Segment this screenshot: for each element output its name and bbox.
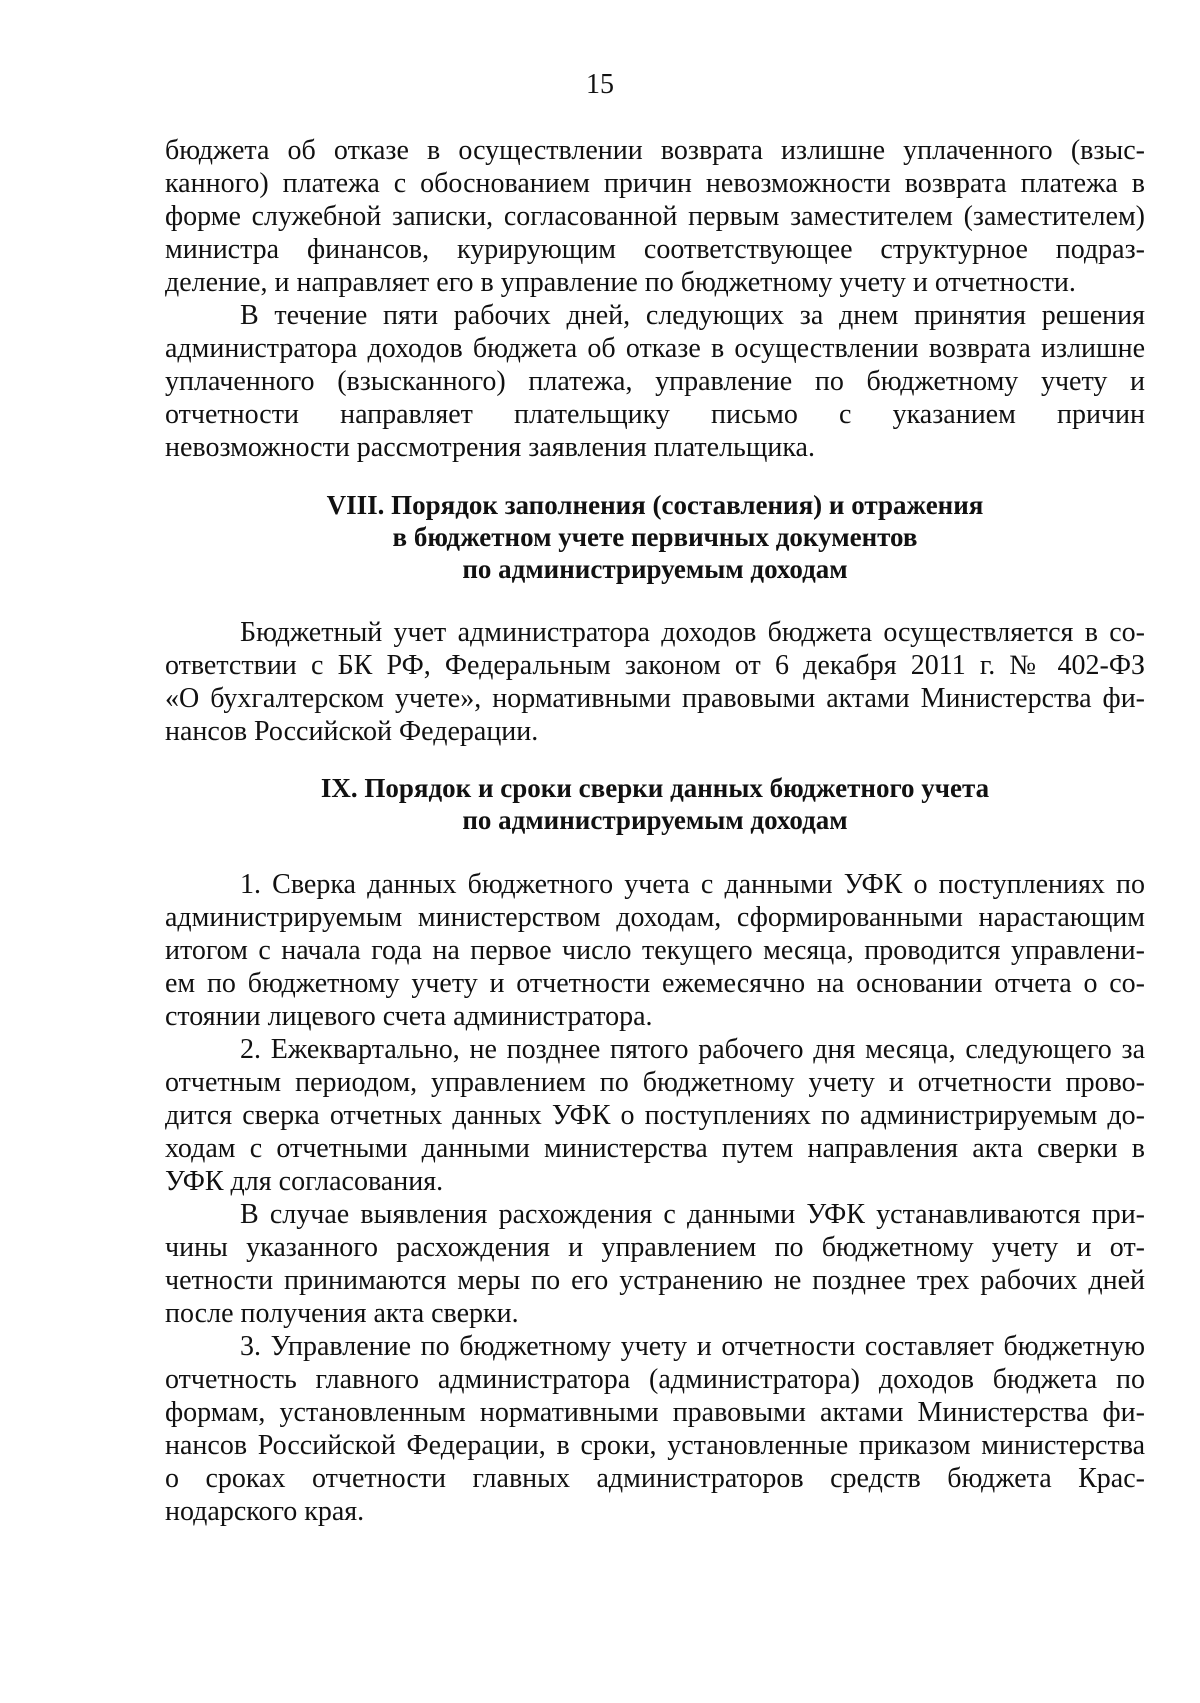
heading-line: VIII. Порядок заполнения (составления) и отражения bbox=[326, 490, 984, 520]
heading-line: по администрируемым доходам bbox=[462, 805, 848, 835]
paragraph-discrepancy bbox=[165, 1198, 1145, 1330]
text-line: администратора доходов бюджета об отказе в осуществлении возврата излишне bbox=[165, 333, 1145, 364]
paragraph-item-2 bbox=[165, 1033, 1145, 1198]
paragraph-item-1 bbox=[165, 868, 1145, 1033]
text-line: четности принимаются меры по его устранению не позднее трех рабочих дней bbox=[165, 1265, 1145, 1296]
text-line: нансов Российской Федерации. bbox=[165, 716, 539, 747]
text-line: чины указанного расхождения и управлением по бюджетному учету и от- bbox=[165, 1232, 1145, 1263]
section-heading-ix bbox=[165, 772, 1145, 836]
text-line: ходам с отчетными данными министерства путем направления акта сверки в bbox=[165, 1133, 1145, 1164]
text-line: В течение пяти рабочих дней, следующих за днем принятия решения bbox=[240, 300, 1145, 331]
text-line: 3. Управление по бюджетному учету и отчетности составляет бюджетную bbox=[240, 1331, 1145, 1362]
text-line: отчетным периодом, управлением по бюджетному учету и отчетности прово- bbox=[165, 1067, 1145, 1098]
text-line: 1. Сверка данных бюджетного учета с данными УФК о поступлениях по bbox=[240, 869, 1145, 900]
text-line: нодарского края. bbox=[165, 1496, 365, 1527]
text-line: УФК для согласования. bbox=[165, 1166, 444, 1197]
text-line: министра финансов, курирующим соответствующее структурное подраз- bbox=[165, 234, 1145, 265]
heading-line: по администрируемым доходам bbox=[462, 554, 848, 584]
text-line: отчетность главного администратора (администратора) доходов бюджета по bbox=[165, 1364, 1145, 1395]
heading-line: в бюджетном учете первичных документов bbox=[392, 522, 918, 552]
text-line: нансов Российской Федерации, в сроки, установленные приказом министерства bbox=[165, 1430, 1145, 1461]
paragraph-payer-letter bbox=[165, 299, 1145, 464]
text-line: отчетности направляет плательщику письмо с указанием причин bbox=[165, 399, 1145, 430]
text-line: формам, установленным нормативными правовыми актами Министерства фи- bbox=[165, 1397, 1145, 1428]
text-line: стоянии лицевого счета администратора. bbox=[165, 1001, 653, 1032]
text-line: деление, и направляет его в управление по бюджетному учету и отчетности. bbox=[165, 267, 1076, 298]
paragraph-item-3 bbox=[165, 1330, 1145, 1528]
page-number: 15 bbox=[586, 69, 614, 100]
paragraph-budget-accounting bbox=[165, 616, 1145, 748]
text-line: итогом с начала года на первое число текущего месяца, проводится управлени- bbox=[165, 935, 1145, 966]
heading-line: IX. Порядок и сроки сверки данных бюджетного учета bbox=[320, 773, 990, 803]
text-line: В случае выявления расхождения с данными УФК устанавливаются при- bbox=[240, 1199, 1145, 1230]
text-line: ем по бюджетному учету и отчетности ежемесячно на основании отчета о со- bbox=[165, 968, 1145, 999]
text-line: бюджета об отказе в осуществлении возврата излишне уплаченного (взыс- bbox=[165, 135, 1145, 166]
text-line: канного) платежа с обоснованием причин невозможности возврата платежа в bbox=[165, 168, 1145, 199]
text-line: после получения акта сверки. bbox=[165, 1298, 519, 1329]
text-line: 2. Ежеквартально, не позднее пятого рабочего дня месяца, следующего за bbox=[240, 1034, 1145, 1065]
text-line: форме служебной записки, согласованной первым заместителем (заместителем) bbox=[165, 201, 1145, 232]
text-line: Бюджетный учет администратора доходов бюджета осуществляется в со- bbox=[240, 617, 1145, 648]
paragraph-refund-refusal-memo bbox=[165, 134, 1145, 299]
text-line: «О бухгалтерском учете», нормативными правовыми актами Министерства фи- bbox=[165, 683, 1145, 714]
text-line: администрируемым министерством доходам, сформированными нарастающим bbox=[165, 902, 1145, 933]
text-line: дится сверка отчетных данных УФК о поступлениях по администрируемым до- bbox=[165, 1100, 1145, 1131]
text-line: невозможности рассмотрения заявления плательщика. bbox=[165, 432, 815, 463]
text-line: о сроках отчетности главных администраторов средств бюджета Крас- bbox=[165, 1463, 1145, 1494]
text-line: ответствии с БК РФ, Федеральным законом от 6 декабря 2011 г. № 402-ФЗ bbox=[165, 650, 1145, 681]
section-heading-viii bbox=[165, 489, 1145, 585]
text-line: уплаченного (взысканного) платежа, управление по бюджетному учету и bbox=[165, 366, 1145, 397]
